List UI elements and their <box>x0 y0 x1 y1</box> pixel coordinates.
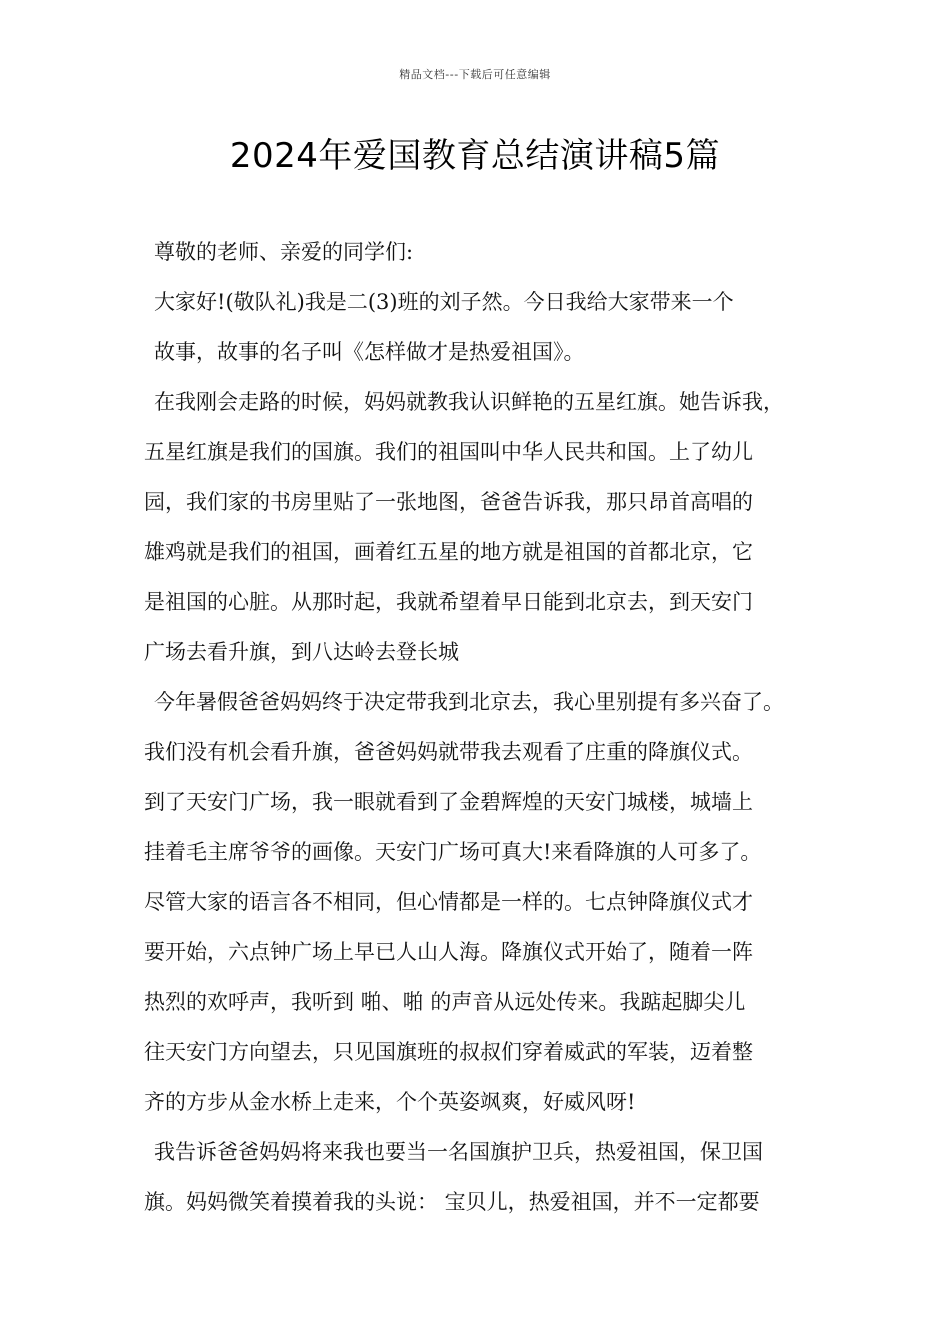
body-line: 故事，故事的名子叫《怎样做才是热爱祖国》。 <box>154 340 585 364</box>
body-line: 园，我们家的书房里贴了一张地图，爸爸告诉我，那只昂首高唱的 <box>144 490 753 514</box>
body-line: 五星红旗是我们的国旗。我们的祖国叫中华人民共和国。上了幼儿 <box>144 440 753 464</box>
body-line: 热烈的欢呼声，我听到 啪、啪 的声音从远处传来。我踮起脚尖儿 <box>144 990 746 1014</box>
body-line: 往天安门方向望去，只见国旗班的叔叔们穿着威武的军装，迈着整 <box>144 1040 753 1064</box>
body-line: 旗。妈妈微笑着摸着我的头说： 宝贝儿，热爱祖国，并不一定都要 <box>144 1190 760 1214</box>
body-line: 我们没有机会看升旗，爸爸妈妈就带我去观看了庄重的降旗仪式。 <box>144 740 753 764</box>
header-note: 精品文档---下载后可任意编辑 <box>399 68 551 81</box>
body-line: 到了天安门广场，我一眼就看到了金碧辉煌的天安门城楼，城墙上 <box>144 790 753 814</box>
body-line: 大家好!(敬队礼)我是二(3)班的刘子然。今日我给大家带来一个 <box>154 290 734 314</box>
body-line: 广场去看升旗，到八达岭去登长城 <box>144 640 459 664</box>
document-title: 2024年爱国教育总结演讲稿5篇 <box>229 136 721 176</box>
body-line: 今年暑假爸爸妈妈终于决定带我到北京去，我心里别提有多兴奋了。 <box>154 690 784 714</box>
body-line: 齐的方步从金水桥上走来，个个英姿飒爽，好威风呀! <box>144 1090 636 1114</box>
body-line: 挂着毛主席爷爷的画像。天安门广场可真大!来看降旗的人可多了。 <box>144 840 762 864</box>
body-line: 尊敬的老师、亲爱的同学们: <box>154 240 414 264</box>
body-line: 是祖国的心脏。从那时起，我就希望着早日能到北京去，到天安门 <box>144 590 753 614</box>
body-line: 我告诉爸爸妈妈将来我也要当一名国旗护卫兵，热爱祖国，保卫国 <box>154 1140 763 1164</box>
body-line: 在我刚会走路的时候，妈妈就教我认识鲜艳的五星红旗。她告诉我， <box>154 390 784 414</box>
body-line: 雄鸡就是我们的祖国，画着红五星的地方就是祖国的首都北京，它 <box>144 540 753 564</box>
body-line: 要开始，六点钟广场上早已人山人海。降旗仪式开始了，随着一阵 <box>144 940 753 964</box>
body-line: 尽管大家的语言各不相同，但心情都是一样的。七点钟降旗仪式才 <box>144 890 753 914</box>
